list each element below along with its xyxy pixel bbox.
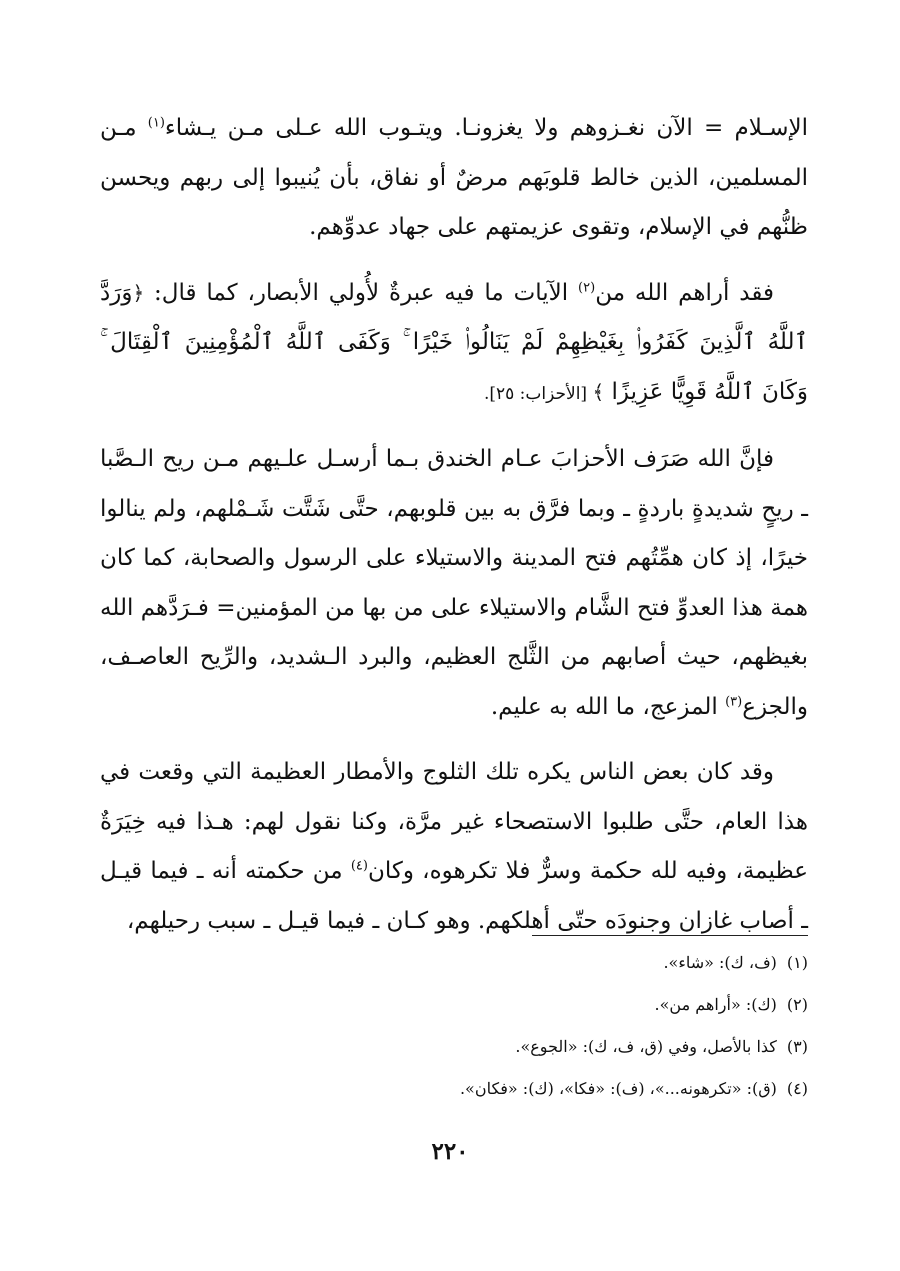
footnote-text: (ك): «أراهم من». bbox=[654, 995, 777, 1014]
footnote-text: كذا بالأصل، وفي (ق، ف، ك): «الجوع». bbox=[515, 1037, 777, 1056]
quran-bracket-open-icon: ﴿ bbox=[132, 280, 145, 305]
footnote-number: (٢) bbox=[786, 995, 808, 1014]
footnote-number: (٤) bbox=[786, 1079, 808, 1098]
surah-citation: [الأحزاب: ٢٥]. bbox=[483, 383, 593, 404]
paragraph-3-text-a: فإنَّ الله صَرَف الأحزابَ عـام الخندق بـما أرسـل علـيهم مـن ريح الـصَّبا ـ ريحٍ شديدةٍ باردةٍ ـ وبما فرَّق به بين قلوبهم، حتَّى شَتَّت شَـمْلهم، ولم ينالوا خيرًا، إذ كان همِّتُهم فتح المدينة والاستيلاء على الرسول والصحابة، كما كان همة هذا العدوِّ فتح الشَّام والاستيلاء على من بها من المؤمنين= فـرَدَّهم الله بغيظهم، حيث أصابهم من الثَّلج العظيم، والبرد الـشديد، والرِّيح العاصـف، والجزع bbox=[100, 446, 808, 720]
paragraph-1-text-a: الإسـلام = الآن نغـزوهم ولا يغزونـا. ويتـوب الله عـلى مـن يـشاء bbox=[164, 115, 808, 141]
paragraph-2 bbox=[100, 269, 808, 420]
footnote-2 bbox=[308, 984, 808, 1026]
paragraph-4-text-a: وقد كان بعض الناس يكره تلك الثلوج والأمطار العظيمة التي وقعت في هذا العام، حتَّى طلبوا الاستصحاء غير مرَّة، وكنا نقول لهم: هـذا فيه خِيَرَةٌ عظيمة، وفيه لله حكمة وسرٌّ فلا تكرهوه، وكان bbox=[100, 759, 809, 884]
paragraph-2-text-a: فقد أراهم الله من bbox=[595, 279, 774, 306]
footnote-number: (١) bbox=[786, 953, 808, 972]
footnote-text: (ف، ك): «شاء». bbox=[663, 953, 777, 972]
quran-bracket-close-icon: ﴾ bbox=[592, 379, 605, 404]
paragraph-4 bbox=[100, 748, 808, 946]
footnote-3 bbox=[308, 1026, 808, 1068]
page-number: ٢٢٠ bbox=[431, 1138, 469, 1165]
paragraph-1 bbox=[100, 104, 808, 253]
footnote-ref-2[interactable]: (٢) bbox=[578, 279, 596, 295]
paragraph-3 bbox=[100, 435, 808, 732]
footnote-ref-4[interactable]: (٤) bbox=[350, 858, 368, 874]
paragraph-2-text-b: الآيات ما فيه عبرةٌ لأُولي الأبصار، كما قال: bbox=[144, 279, 579, 306]
quran-verse: وَرَدَّ ٱللَّهُ ٱلَّذِينَ كَفَرُوا۟ بِغَيْظِهِمْ لَمْ يَنَالُوا۟ خَيْرًا ۚ وَكَفَى ٱللَّهُ ٱلْمُؤْمِنِينَ ٱلْقِتَالَ ۚ وَكَانَ ٱللَّهُ قَوِيًّا عَزِيزًا bbox=[100, 279, 808, 405]
paragraph-3-text-b: المزعج، ما الله به عليم. bbox=[490, 693, 726, 720]
footnote-divider bbox=[532, 935, 808, 936]
footnote-ref-3[interactable]: (٣) bbox=[725, 693, 743, 709]
footnote-text: (ق): «تكرهونه...»، (ف): «فكا»، (ك): «فكان». bbox=[459, 1079, 777, 1098]
footnote-1 bbox=[308, 942, 808, 984]
footnote-4 bbox=[308, 1068, 808, 1110]
paragraph-1-text-b: مـن المسلمين، الذين خالط قلوبَهم مرضٌ أو نفاق، بأن يُنيبوا إلى ربهم ويحسن ظنُّهم في الإسلام، وتقوى عزيمتهم على جهاد عدوِّهم. bbox=[100, 115, 808, 240]
footnote-ref-1[interactable]: (١) bbox=[147, 115, 165, 131]
footnotes bbox=[308, 942, 808, 1110]
page-body bbox=[100, 104, 808, 962]
footnote-number: (٣) bbox=[786, 1037, 808, 1056]
paragraph-4-text-b: من حكمته أنه ـ فيما قيـل ـ أصاب غازان وجنودَه حتّى أهلكهم. وهو كـان ـ فيما قيـل ـ سبب رحيلهم، bbox=[100, 858, 808, 934]
